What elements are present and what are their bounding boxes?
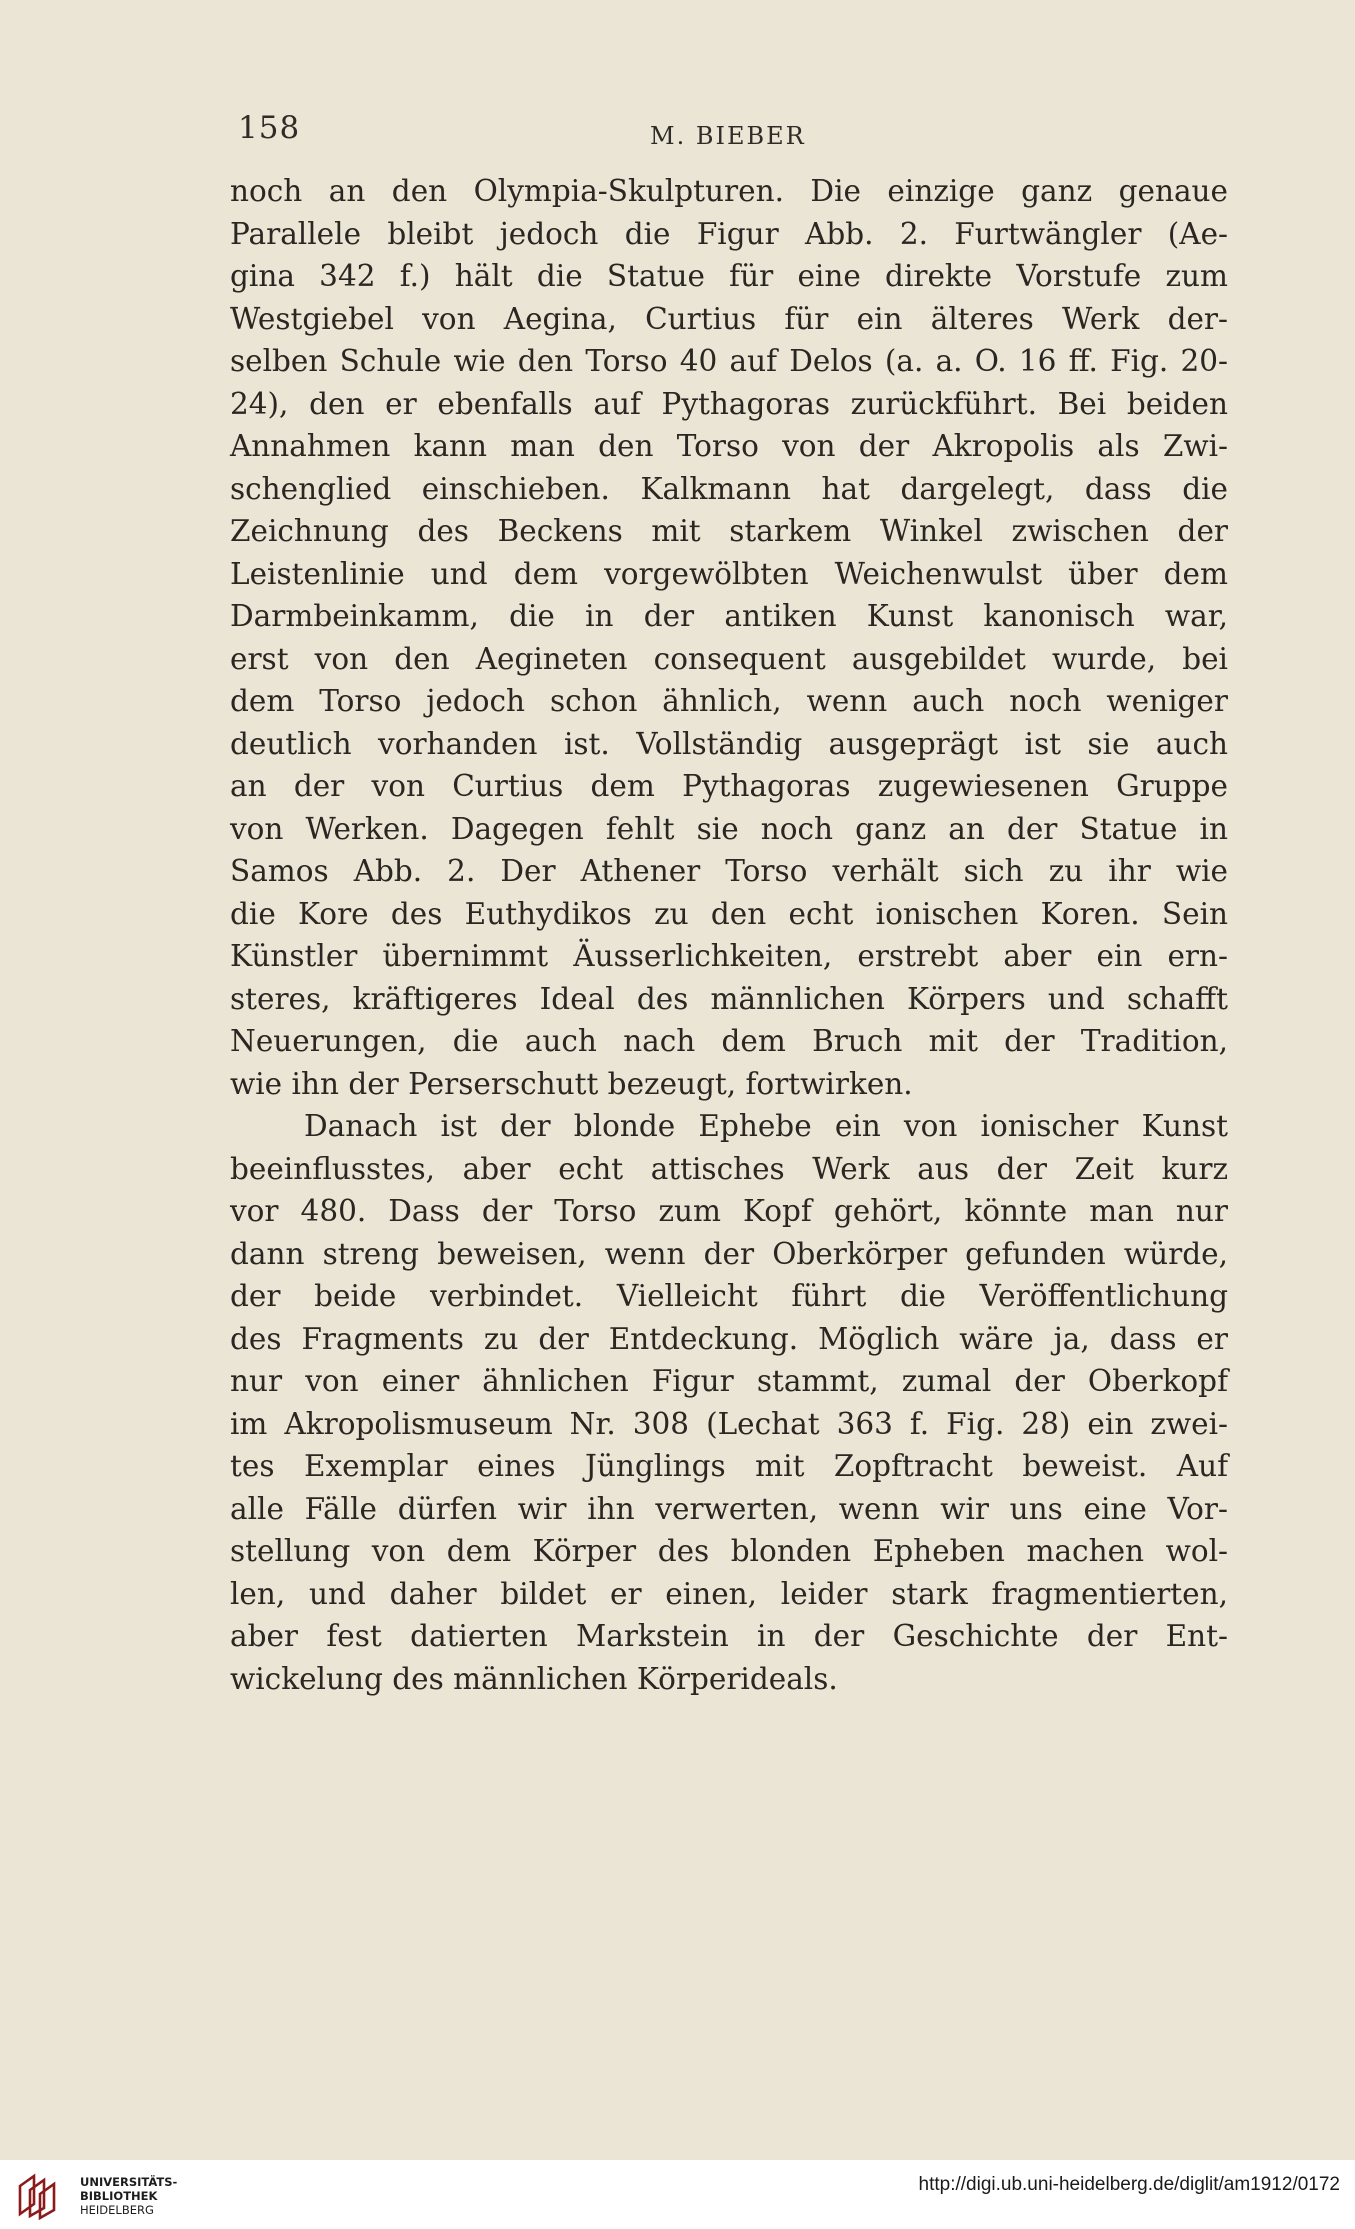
library-name-line: UNIVERSITÄTS- xyxy=(80,2175,178,2189)
text-line: noch an den Olympia-Skulpturen. Die einzige ganz genaue xyxy=(230,174,1228,208)
text-line: Neuerungen, die auch nach dem Bruch mit der Tradition, xyxy=(230,1024,1228,1058)
footer-bar xyxy=(0,2160,1355,2229)
text-line: Westgiebel von Aegina, Curtius für ein älteres Werk der- xyxy=(230,301,1228,336)
text-line: Leistenlinie und dem vorgewölbten Weichenwulst über dem xyxy=(230,556,1228,591)
text-line: selben Schule wie den Torso 40 auf Delos (a. a. O. 16 ff. Fig. 20- xyxy=(230,344,1228,378)
text-line: an der von Curtius dem Pythagoras zugewiesenen Gruppe xyxy=(230,769,1228,803)
source-url-link[interactable]: http://digi.ub.uni-heidelberg.de/diglit/am1912/0172 xyxy=(918,2174,1340,2195)
text-line: wie ihn der Perserschutt bezeugt, fortwirken. xyxy=(230,1066,913,1101)
text-line: aber fest datierten Markstein in der Geschichte der Ent- xyxy=(230,1619,1228,1653)
library-name-line: BIBLIOTHEK xyxy=(80,2189,158,2203)
text-line: steres, kräftigeres Ideal des männlichen Körpers und schafft xyxy=(230,981,1228,1016)
text-line: vor 480. Dass der Torso zum Kopf gehört, könnte man nur xyxy=(230,1194,1228,1228)
text-line: Danach ist der blonde Ephebe ein von ionischer Kunst xyxy=(304,1109,1228,1143)
text-line: beeinflusstes, aber echt attisches Werk aus der Zeit kurz xyxy=(230,1151,1228,1186)
text-line: Künstler übernimmt Äusserlichkeiten, erstrebt aber ein ern- xyxy=(230,939,1228,973)
library-logo-icon xyxy=(14,2170,70,2220)
text-line: Darmbeinkamm, die in der antiken Kunst kanonisch war, xyxy=(230,599,1228,633)
text-line: im Akropolismuseum Nr. 308 (Lechat 363 f. Fig. 28) ein zwei- xyxy=(230,1406,1228,1441)
text-line: alle Fälle dürfen wir ihn verwerten, wenn wir uns eine Vor- xyxy=(230,1491,1228,1526)
text-line: von Werken. Dagegen fehlt sie noch ganz an der Statue in xyxy=(230,811,1228,846)
text-line: deutlich vorhanden ist. Vollständig ausgeprägt ist sie auch xyxy=(230,726,1228,761)
text-line: Samos Abb. 2. Der Athener Torso verhält sich zu ihr wie xyxy=(230,854,1228,888)
running-head: M. BIEBER xyxy=(650,122,806,150)
text-line: Zeichnung des Beckens mit starkem Winkel zwischen der xyxy=(230,514,1228,548)
text-line: Parallele bleibt jedoch die Figur Abb. 2. Furtwängler (Ae- xyxy=(230,216,1228,251)
body-text xyxy=(230,170,1228,1700)
text-line: der beide verbindet. Vielleicht führt die Veröffentlichung xyxy=(230,1279,1228,1313)
text-line: die Kore des Euthydikos zu den echt ionischen Koren. Sein xyxy=(230,896,1228,931)
text-line: wickelung des männlichen Körperideals. xyxy=(230,1661,838,1696)
text-line: nur von einer ähnlichen Figur stammt, zumal der Oberkopf xyxy=(230,1364,1228,1398)
library-name xyxy=(80,2175,177,2217)
text-line: 24), den er ebenfalls auf Pythagoras zurückführt. Bei beiden xyxy=(230,386,1228,421)
text-line: des Fragments zu der Entdeckung. Möglich wäre ja, dass er xyxy=(230,1321,1228,1356)
text-line: stellung von dem Körper des blonden Epheben machen wol- xyxy=(230,1534,1228,1568)
library-name-line: HEIDELBERG xyxy=(80,2203,154,2217)
text-line: dann streng beweisen, wenn der Oberkörper gefunden würde, xyxy=(230,1236,1228,1271)
text-line: tes Exemplar eines Jünglings mit Zopftracht beweist. Auf xyxy=(230,1449,1228,1483)
text-line: schenglied einschieben. Kalkmann hat dargelegt, dass die xyxy=(230,471,1228,506)
text-line: erst von den Aegineten consequent ausgebildet wurde, bei xyxy=(230,641,1228,676)
text-line: Annahmen kann man den Torso von der Akropolis als Zwi- xyxy=(230,429,1228,463)
text-line: len, und daher bildet er einen, leider stark fragmentierten, xyxy=(230,1576,1228,1611)
page-number: 158 xyxy=(238,110,301,146)
text-line: gina 342 f.) hält die Statue für eine direkte Vorstufe zum xyxy=(230,259,1228,293)
text-line: dem Torso jedoch schon ähnlich, wenn auch noch weniger xyxy=(230,684,1228,718)
